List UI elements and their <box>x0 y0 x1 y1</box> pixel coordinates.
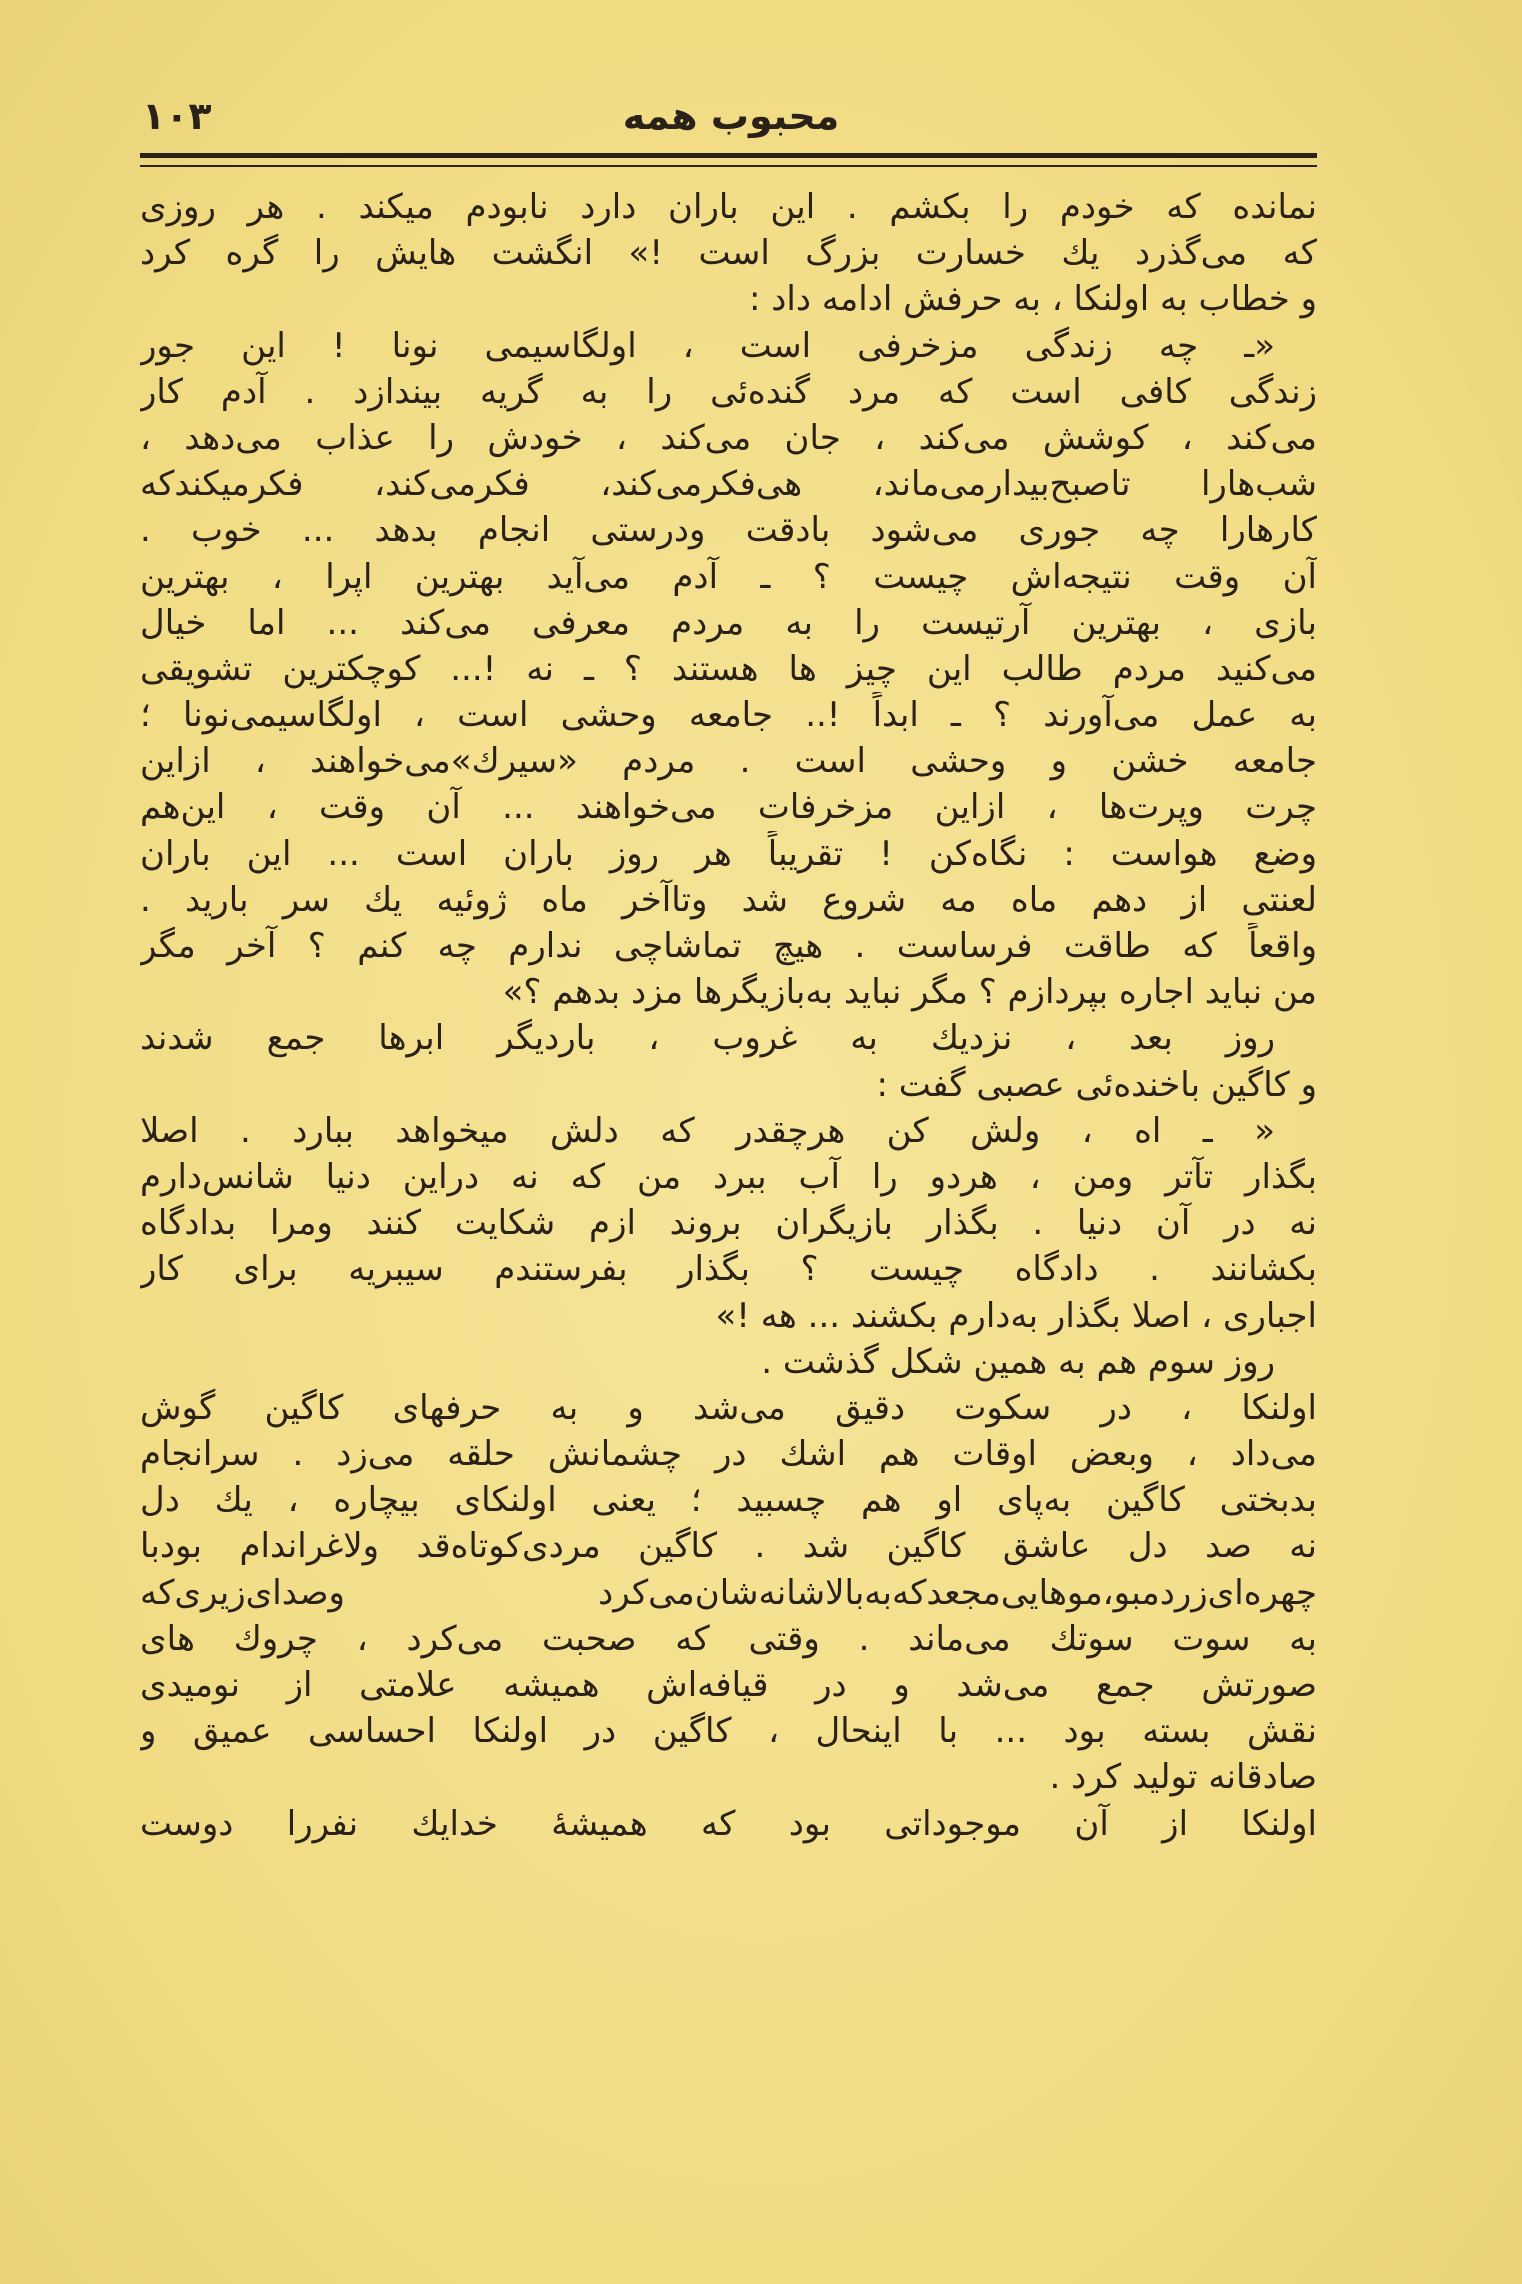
text-line: می‌کند ، کوشش می‌کند ، جان می‌کند ، خودش را عذاب می‌دهد ، <box>140 417 1317 458</box>
text-line: اجباری ، اصلا بگذار به‌دارم بکشند ... هه !» <box>715 1295 1317 1336</box>
text-line: چهره‌ای‌زردمبو،موهایی‌مجعدکه‌به‌بالاشانه‌شان‌می‌کرد وصدای‌زیری‌که <box>140 1572 1317 1613</box>
text-line: و کاگین باخنده‌ئی عصبی گفت : <box>876 1064 1317 1105</box>
text-line: که می‌گذرد یك خسارت بزرگ است !» انگشت هایش را گره کرد <box>140 233 1317 274</box>
text-line: آن وقت نتیجه‌اش چیست ؟ ـ آدم می‌آید بهترین اپرا ، بهترین <box>140 556 1317 597</box>
text-line: لعنتی از دهم ماه مه شروع شد وتاآخر ماه ژوئیه یك سر بارید . <box>140 879 1317 920</box>
text-line: چرت وپرت‌ها ، ازاین مزخرفات می‌خواهند ... آن وقت ، این‌هم <box>140 787 1317 828</box>
text-line: زندگی کافی است که مرد گنده‌ئی را به گریه بیندازد . آدم کار <box>140 371 1317 412</box>
text-line: بازی ، بهترین آرتیست را به مردم معرفی می‌کند ... اما خیال <box>140 602 1317 643</box>
text-line: نقش بسته بود ... با اینحال ، کاگین در اولنکا احساسی عمیق و <box>140 1711 1317 1752</box>
text-line: بدبختی کاگین به‌پای او هم چسبید ؛ یعنی اولنکای بیچاره ، یك دل <box>140 1480 1317 1521</box>
text-line: و خطاب به اولنکا ، به حرفش ادامه داد : <box>749 279 1317 320</box>
text-line: به سوت سوتك می‌ماند . وقتی که صحبت می‌کرد ، چروك های <box>140 1618 1317 1659</box>
header-rule-thick <box>140 153 1317 158</box>
text-line: من نباید اجاره بپردازم ؟ مگر نباید به‌بازیگرها مزد بدهم ؟» <box>502 972 1317 1013</box>
text-line: کارهارا چه جوری می‌شود بادقت ودرستی انجام بدهد ... خوب . <box>140 510 1317 551</box>
text-line: صادقانه تولید کرد . <box>1049 1757 1317 1798</box>
text-line: شب‌هارا تاصبح‌بیدارمی‌ماند، هی‌فکرمی‌کند، فکرمی‌کند، فکرمیکندکه <box>140 464 1317 505</box>
text-line: روز سوم هم به همین شکل گذشت . <box>761 1341 1275 1382</box>
text-line: بگذار تآتر ومن ، هردو را آب ببرد من که نه دراین دنیا شانس‌دارم <box>140 1156 1317 1197</box>
text-line: صورتش جمع می‌شد و در قیافه‌اش همیشه علامتی از نومیدی <box>140 1665 1317 1705</box>
text-line: نه در آن دنیا . بگذار بازیگران بروند ازم شکایت کنند ومرا بدادگاه <box>140 1203 1317 1244</box>
text-line: وضع هواست : نگاه‌کن ! تقریباً هر روز باران است ... این باران <box>140 833 1317 874</box>
body-text <box>140 184 1317 1847</box>
text-line: نه صد دل عاشق کاگین شد . کاگین مردی‌کوتاه‌قد ولاغراندام بودبا <box>140 1526 1317 1567</box>
text-line: «ـ چه زندگی مزخرفی است ، اولگاسیمی نونا ! این جور <box>140 325 1275 366</box>
text-line: بکشانند . دادگاه چیست ؟ بگذار بفرستندم سیبریه برای کار <box>140 1249 1317 1290</box>
text-line: نمانده که خودم را بکشم . این باران دارد نابودم میکند . هر روزی <box>140 187 1317 227</box>
text-line: می‌کنید مردم طالب این چیز ها هستند ؟ ـ نه !... کوچکترین تشویقی <box>140 648 1317 689</box>
text-line: می‌داد ، وبعض اوقات هم اشك در چشمانش حلقه می‌زد . سرانجام <box>140 1434 1317 1475</box>
text-line: اولنکا ، در سکوت دقیق می‌شد و به حرفهای کاگین گوش <box>140 1387 1317 1428</box>
running-title: محبوب همه <box>622 94 840 138</box>
page-number: ۱۰۳ <box>142 94 212 138</box>
text-line: روز بعد ، نزدیك به غروب ، باردیگر ابرها جمع شدند <box>140 1018 1275 1059</box>
text-line: اولنکا از آن موجوداتی بود که همیشهٔ خدایك نفررا دوست <box>140 1803 1317 1844</box>
page-header <box>140 88 1322 148</box>
header-rule-thin <box>140 165 1317 167</box>
text-line: « ـ اه ، ولش کن هرچقدر که دلش میخواهد ببارد . اصلا <box>140 1110 1275 1151</box>
text-line: به عمل می‌آورند ؟ ـ ابداً !.. جامعه وحشی است ، اولگاسیمی‌نونا ؛ <box>140 695 1317 736</box>
text-line: جامعه خشن و وحشی است . مردم «سیرك»می‌خواهند ، ازاین <box>140 741 1317 782</box>
text-line: واقعاً که طاقت فرساست . هیچ تماشاچی ندارم چه کنم ؟ آخر مگر <box>140 926 1317 966</box>
